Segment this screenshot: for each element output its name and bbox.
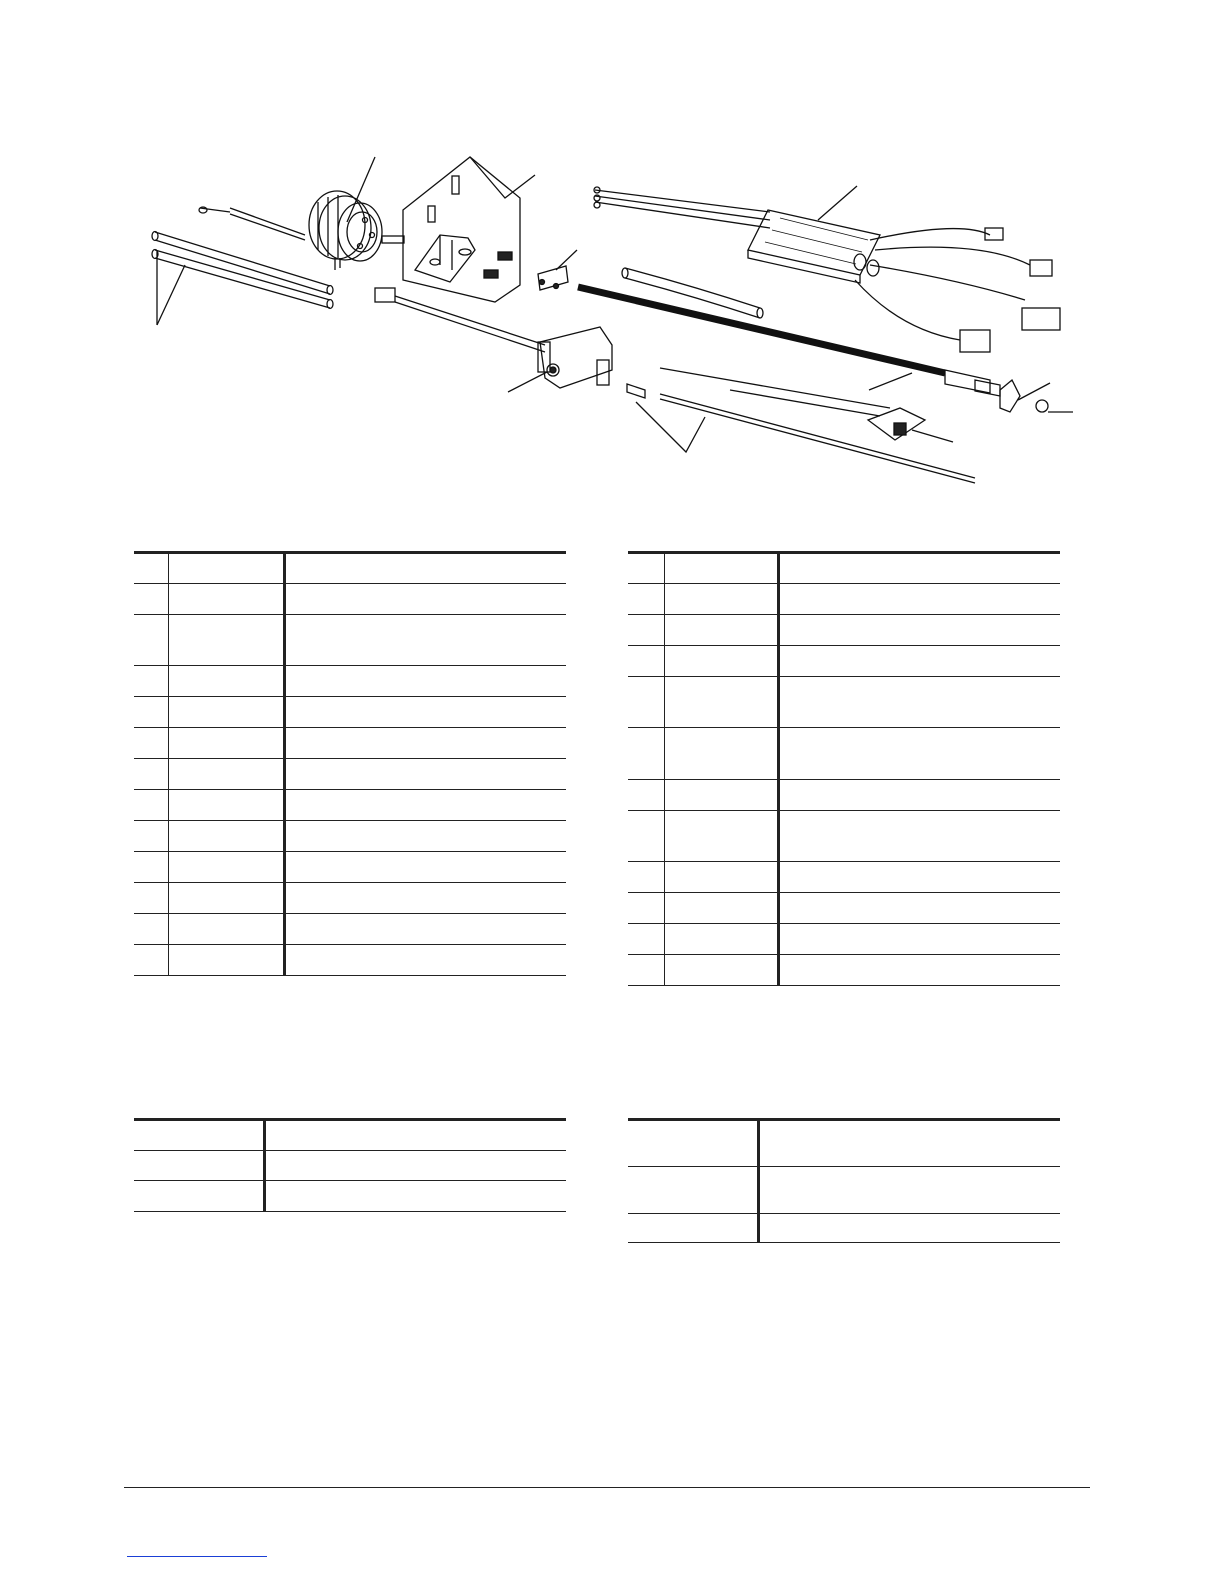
table-row (134, 883, 566, 914)
part-number-cell (134, 584, 168, 615)
brass-tube (627, 384, 645, 398)
table-row (628, 677, 1060, 728)
part-part-no-cell (168, 666, 284, 697)
table-row (134, 759, 566, 790)
table-row (628, 1120, 1060, 1167)
callout-line-servo (508, 372, 547, 392)
callout-line-tubing (157, 265, 185, 325)
part-part-no-cell (664, 553, 778, 584)
part-part-no-cell (168, 790, 284, 821)
part-description-cell (778, 893, 1060, 924)
part-part-no-cell (168, 914, 284, 945)
exploded-parts-diagram (0, 0, 1224, 520)
part-part-no-cell (168, 615, 284, 666)
optional-part-no-cell (134, 1151, 264, 1181)
part-part-no-cell (664, 893, 778, 924)
part-part-no-cell (664, 811, 778, 862)
table-row (628, 1167, 1060, 1214)
optional-description-cell (264, 1151, 566, 1181)
part-part-no-cell (664, 955, 778, 986)
part-part-no-cell (168, 584, 284, 615)
table-row (134, 615, 566, 666)
table-row (134, 697, 566, 728)
coupler (538, 266, 568, 290)
table-row (628, 811, 1060, 862)
table-row (134, 1181, 566, 1212)
table-row (628, 893, 1060, 924)
table-row (134, 1151, 566, 1181)
part-description-cell (284, 666, 566, 697)
callout-line-mount (470, 157, 535, 198)
replacement-parts-table-left (134, 551, 566, 976)
part-description-cell (778, 811, 1060, 862)
table-row (134, 553, 566, 584)
part-description-cell (284, 852, 566, 883)
part-description-cell (778, 862, 1060, 893)
part-description-cell (284, 790, 566, 821)
part-number-cell (134, 759, 168, 790)
part-number-cell (628, 615, 664, 646)
part-description-cell (284, 945, 566, 976)
part-description-cell (778, 728, 1060, 780)
part-part-no-cell (664, 615, 778, 646)
part-part-no-cell (168, 883, 284, 914)
table-row (134, 584, 566, 615)
table-row (134, 1120, 566, 1151)
rudder-servo (375, 288, 612, 388)
part-part-no-cell (664, 924, 778, 955)
part-description-cell (778, 615, 1060, 646)
part-description-cell (778, 677, 1060, 728)
optional-description-cell (758, 1214, 1060, 1243)
part-number-cell (628, 646, 664, 677)
part-description-cell (778, 584, 1060, 615)
part-part-no-cell (168, 821, 284, 852)
rudder (868, 408, 925, 440)
table-row (134, 945, 566, 976)
callout-line-prop (1018, 383, 1050, 400)
table-row (134, 821, 566, 852)
part-description-cell (284, 584, 566, 615)
optional-part-no-cell (134, 1181, 264, 1212)
part-number-cell (628, 811, 664, 862)
part-number-cell (134, 945, 168, 976)
part-number-cell (134, 666, 168, 697)
callout-line-shaft (869, 373, 912, 390)
part-part-no-cell (168, 759, 284, 790)
part-part-no-cell (664, 584, 778, 615)
part-number-cell (628, 924, 664, 955)
part-description-cell (778, 780, 1060, 811)
table-row (628, 615, 1060, 646)
part-number-cell (628, 955, 664, 986)
motor (199, 191, 404, 270)
flex-shaft (578, 287, 1000, 396)
optional-description-cell (758, 1120, 1060, 1167)
part-number-cell (134, 615, 168, 666)
part-part-no-cell (664, 862, 778, 893)
part-description-cell (778, 553, 1060, 584)
propeller (1000, 380, 1020, 412)
optional-part-no-cell (134, 1120, 264, 1151)
part-description-cell (778, 646, 1060, 677)
part-description-cell (284, 759, 566, 790)
water-tubing (152, 232, 333, 309)
part-number-cell (134, 852, 168, 883)
optional-description-cell (758, 1167, 1060, 1214)
part-description-cell (284, 553, 566, 584)
table-row (628, 553, 1060, 584)
table-row (628, 584, 1060, 615)
footer-rule (124, 1487, 1090, 1488)
callout-line-brass (636, 402, 705, 452)
part-part-no-cell (664, 677, 778, 728)
part-number-cell (134, 728, 168, 759)
table-row (628, 1214, 1060, 1243)
part-description-cell (284, 728, 566, 759)
part-description-cell (778, 924, 1060, 955)
part-number-cell (134, 883, 168, 914)
part-part-no-cell (664, 780, 778, 811)
part-description-cell (284, 883, 566, 914)
table-row (134, 852, 566, 883)
part-part-no-cell (168, 697, 284, 728)
part-description-cell (778, 955, 1060, 986)
optional-part-no-cell (628, 1120, 758, 1167)
table-row (628, 862, 1060, 893)
callout-line-rudder (912, 430, 953, 442)
table-row (628, 955, 1060, 986)
part-number-cell (628, 862, 664, 893)
optional-description-cell (264, 1181, 566, 1212)
part-number-cell (134, 697, 168, 728)
footer-link[interactable] (127, 1556, 267, 1557)
part-description-cell (284, 914, 566, 945)
part-number-cell (134, 821, 168, 852)
optional-description-cell (264, 1120, 566, 1151)
part-number-cell (628, 677, 664, 728)
part-number-cell (628, 728, 664, 780)
part-number-cell (628, 553, 664, 584)
table-row (134, 728, 566, 759)
part-number-cell (134, 914, 168, 945)
table-row (628, 728, 1060, 780)
optional-parts-table-right (628, 1118, 1060, 1243)
part-description-cell (284, 615, 566, 666)
part-number-cell (628, 893, 664, 924)
part-number-cell (628, 780, 664, 811)
optional-part-no-cell (628, 1167, 758, 1214)
part-part-no-cell (664, 646, 778, 677)
part-description-cell (284, 821, 566, 852)
part-part-no-cell (168, 945, 284, 976)
part-number-cell (134, 553, 168, 584)
part-part-no-cell (168, 728, 284, 759)
table-row (628, 646, 1060, 677)
table-row (134, 666, 566, 697)
part-description-cell (284, 697, 566, 728)
pushrod (660, 368, 975, 483)
part-part-no-cell (664, 728, 778, 780)
part-number-cell (134, 790, 168, 821)
replacement-parts-table-right (628, 551, 1060, 986)
motor-mount-kit (403, 157, 520, 302)
part-part-no-cell (168, 553, 284, 584)
callout-line-esc (818, 186, 857, 220)
prop-nut (1036, 400, 1048, 412)
part-part-no-cell (168, 852, 284, 883)
optional-parts-table-left (134, 1118, 566, 1212)
table-row (628, 924, 1060, 955)
table-row (628, 780, 1060, 811)
table-row (134, 914, 566, 945)
optional-part-no-cell (628, 1214, 758, 1243)
table-row (134, 790, 566, 821)
part-number-cell (628, 584, 664, 615)
